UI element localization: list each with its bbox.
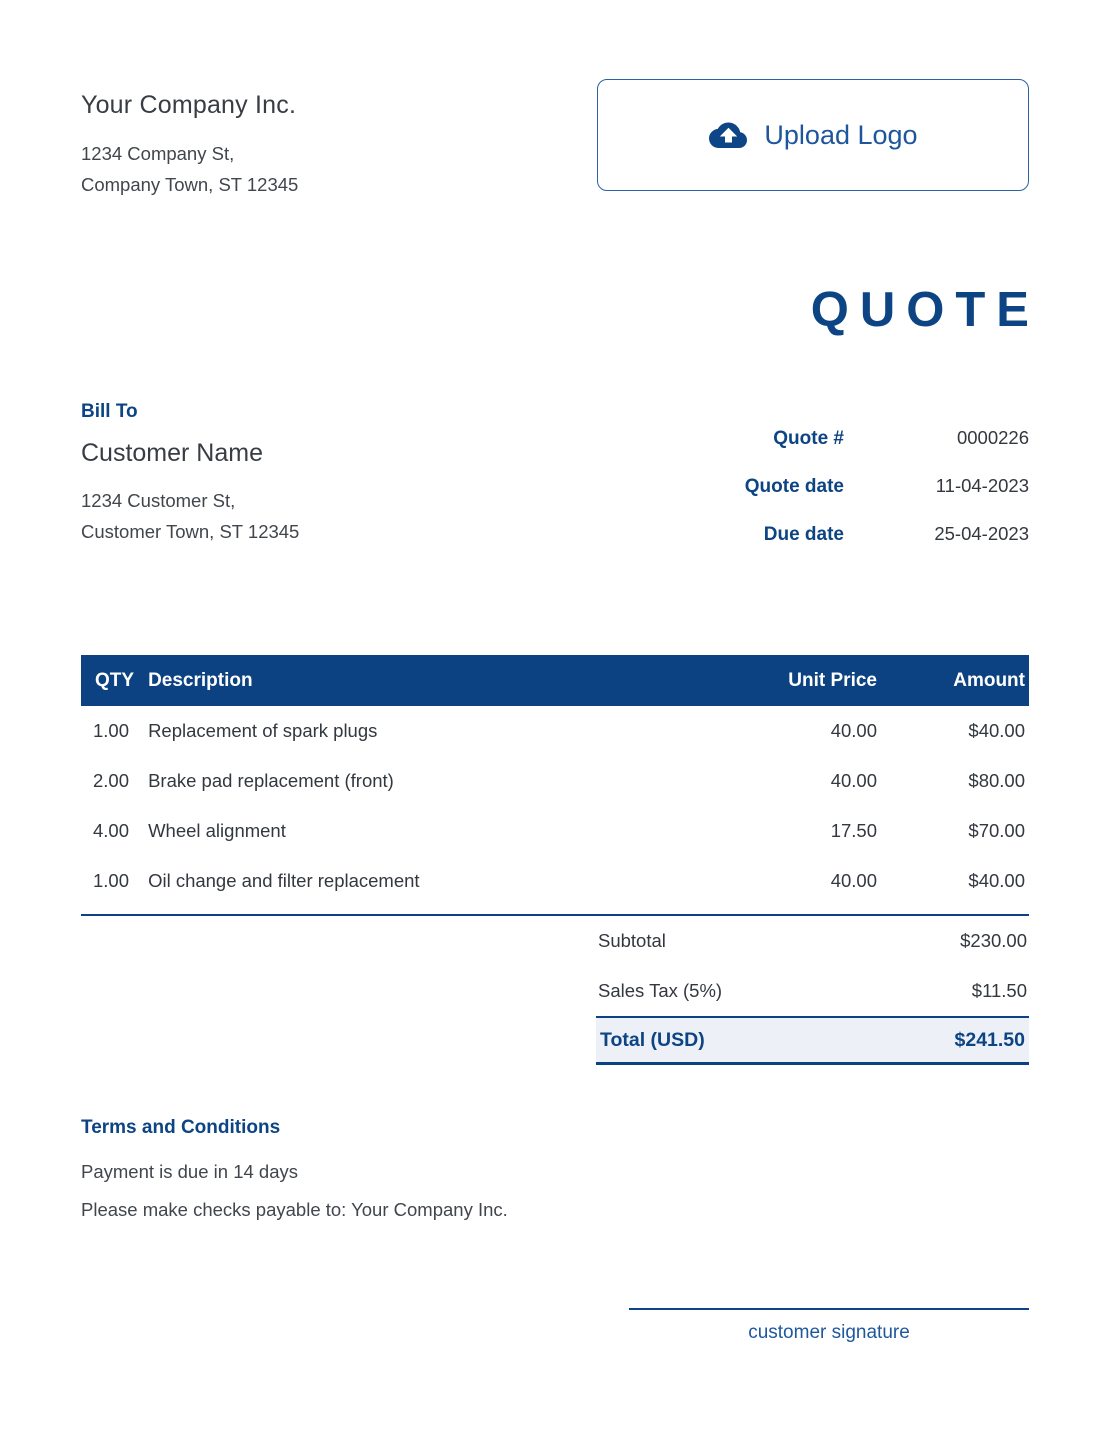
item-unit-price: 17.50 (830, 820, 877, 842)
customer-address-line1: 1234 Customer St, (81, 490, 236, 512)
item-description: Replacement of spark plugs (148, 720, 378, 742)
terms-section (81, 1117, 1029, 1221)
signature-label: customer signature (748, 1322, 910, 1343)
signature-section (629, 1308, 1029, 1344)
quote-number-row (745, 427, 1029, 450)
quote-date-row (745, 475, 1029, 498)
subtotal-row (596, 916, 1029, 966)
terms-line1: Payment is due in 14 days (81, 1161, 298, 1183)
company-info (81, 91, 298, 200)
due-date-row (745, 523, 1029, 546)
quote-meta (745, 427, 1029, 571)
bill-to-block (81, 401, 299, 571)
terms-line2: Please make checks payable to: Your Company Inc. (81, 1199, 508, 1221)
table-row (81, 806, 1029, 856)
item-amount: $40.00 (968, 870, 1025, 892)
item-qty: 2.00 (93, 770, 130, 792)
item-unit-price: 40.00 (830, 870, 877, 892)
item-amount: $80.00 (968, 770, 1025, 792)
item-amount: $40.00 (968, 720, 1025, 742)
item-description: Brake pad replacement (front) (148, 770, 394, 792)
customer-address-line2: Customer Town, ST 12345 (81, 521, 300, 543)
qty-column-header: QTY (81, 655, 134, 706)
customer-address (81, 485, 299, 547)
document-title: QUOTE (810, 283, 1040, 338)
unit-price-column-header: Unit Price (707, 655, 877, 706)
terms-heading: Terms and Conditions (81, 1117, 281, 1139)
subtotal-label: Subtotal (598, 930, 666, 952)
due-date-value: 25-04-2023 (934, 523, 1029, 545)
company-address-line2: Company Town, ST 12345 (81, 174, 299, 196)
bill-to-heading: Bill To (81, 401, 138, 423)
item-unit-price: 40.00 (830, 770, 877, 792)
quote-date-label: Quote date (744, 476, 844, 498)
total-value: $241.50 (954, 1028, 1025, 1051)
item-description: Oil change and filter replacement (148, 870, 420, 892)
item-qty: 1.00 (93, 720, 130, 742)
items-table-header (81, 655, 1029, 706)
quote-number-label: Quote # (773, 428, 844, 450)
table-row (81, 706, 1029, 756)
item-unit-price: 40.00 (830, 720, 877, 742)
quote-number-value: 0000226 (956, 427, 1029, 449)
company-name: Your Company Inc. (81, 91, 297, 119)
total-row (596, 1016, 1029, 1065)
subtotal-value: $230.00 (960, 930, 1027, 952)
amount-column-header: Amount (877, 655, 1029, 706)
company-address-line1: 1234 Company St, (81, 143, 235, 164)
cloud-upload-icon (708, 120, 748, 150)
signature-line (629, 1308, 1029, 1310)
sales-tax-row (596, 966, 1029, 1016)
company-address (81, 138, 298, 200)
item-amount: $70.00 (968, 820, 1025, 842)
sales-tax-value: $11.50 (971, 980, 1027, 1002)
total-label: Total (USD) (600, 1028, 705, 1051)
sales-tax-label: Sales Tax (5%) (598, 980, 723, 1002)
totals-section (596, 916, 1029, 1065)
description-column-header: Description (134, 655, 707, 706)
quote-date-value: 11-04-2023 (935, 475, 1029, 497)
item-qty: 1.00 (93, 870, 130, 892)
header (81, 79, 1029, 200)
items-table (81, 655, 1029, 906)
item-qty: 4.00 (93, 820, 130, 842)
upload-logo-button[interactable] (597, 79, 1029, 191)
customer-name: Customer Name (81, 439, 263, 468)
upload-logo-label: Upload Logo (764, 119, 918, 150)
table-row (81, 856, 1029, 906)
due-date-label: Due date (763, 524, 844, 546)
table-row (81, 756, 1029, 806)
item-description: Wheel alignment (148, 820, 286, 842)
info-section (81, 401, 1029, 571)
